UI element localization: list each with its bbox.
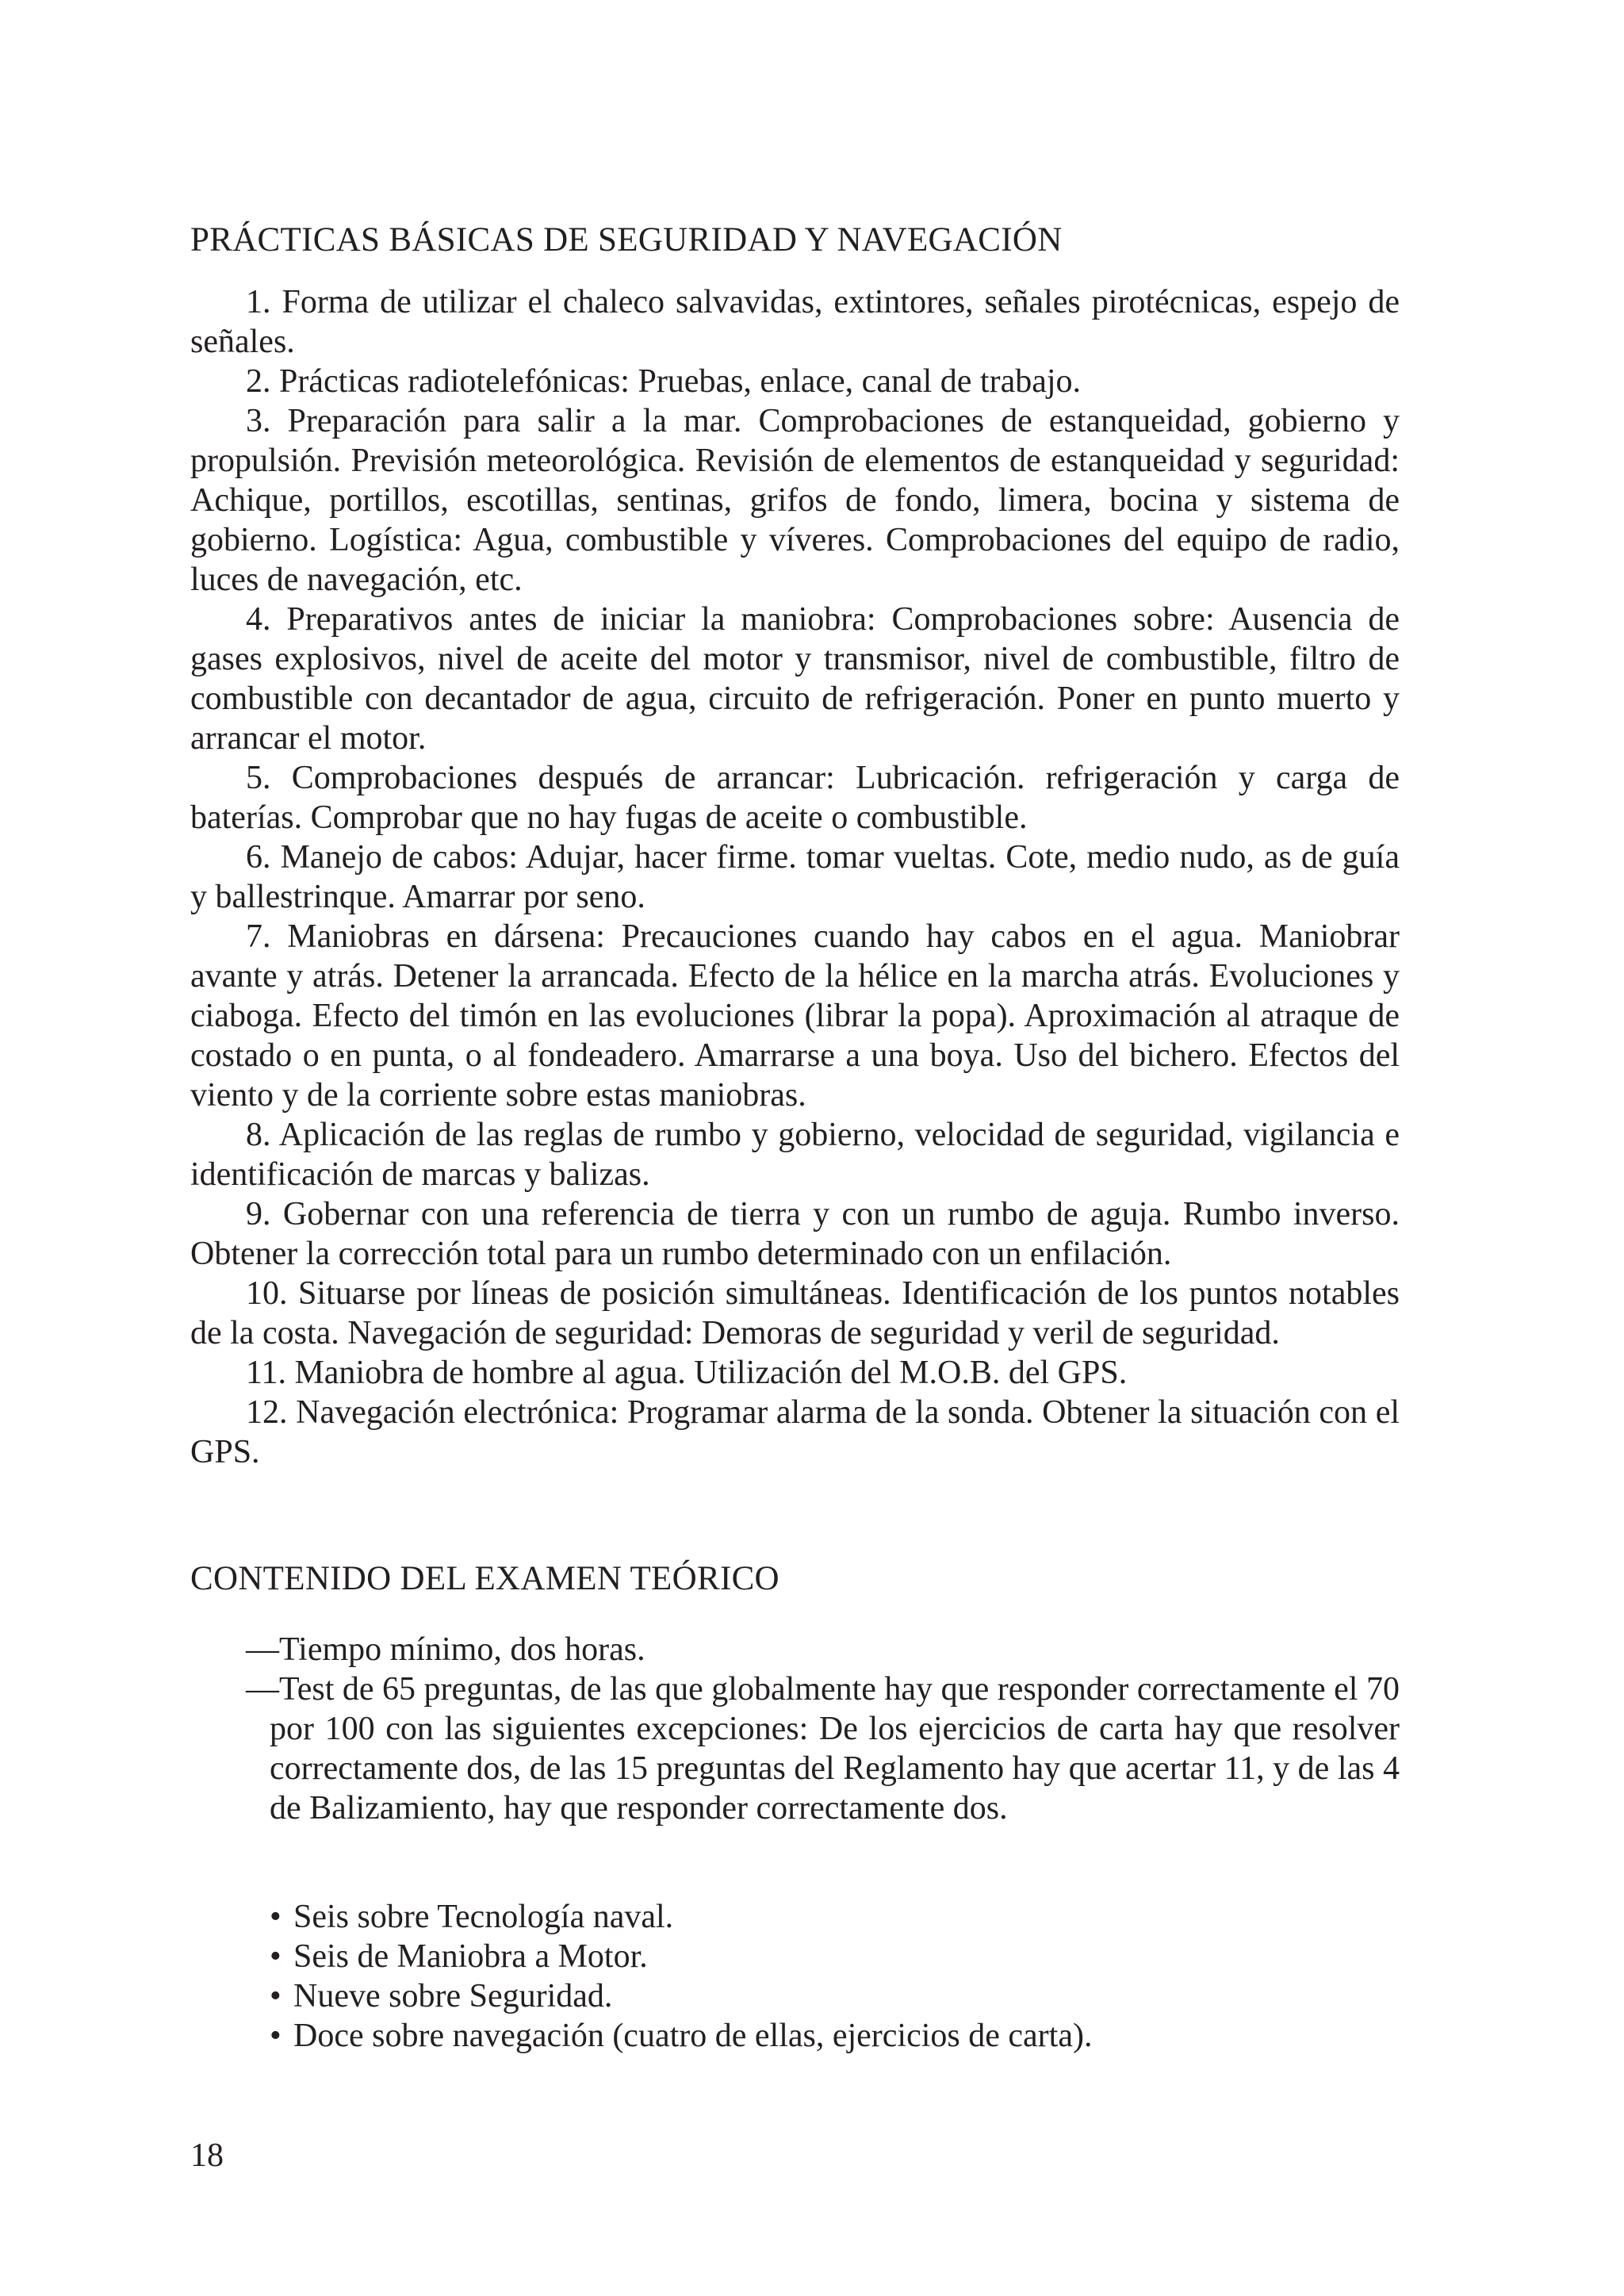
exam-details xyxy=(190,1630,1400,1828)
practices-list xyxy=(190,282,1400,1472)
exam-item-duration: —Tiempo mínimo, dos horas. xyxy=(246,1631,645,1668)
practice-item-2: 2. Prácticas radiotelefónicas: Pruebas, enlace, canal de trabajo. xyxy=(246,363,1082,400)
practice-item-5: 5. Comprobaciones después de arrancar: Lubricación. refrigeración y carga de baterías. Comprobar que no hay fugas de aceite o combustible. xyxy=(190,760,1400,836)
practice-item-9: 9. Gobernar con una referencia de tierra y con un rumbo de aguja. Rumbo inverso. Obtener la corrección total para un rumbo determinado con un enfilación. xyxy=(190,1196,1400,1272)
document-page xyxy=(190,0,1400,2296)
practice-item-4: 4. Preparativos antes de iniciar la maniobra: Comprobaciones sobre: Ausencia de gases explosivos, nivel de aceite del motor y transmisor, nivel de combustible, filtro de combustible con decantador de agua, circuito de refrigeración. Poner en punto muerto y arrancar el motor. xyxy=(190,601,1400,757)
section-title-exam: CONTENIDO DEL EXAMEN TEÓRICO xyxy=(190,1560,779,1597)
list-item: • Doce sobre navegación (cuatro de ellas, ejercicios de carta). xyxy=(270,2016,1400,2056)
practice-item-8: 8. Aplicación de las reglas de rumbo y gobierno, velocidad de seguridad, vigilancia e identificación de marcas y balizas. xyxy=(190,1117,1400,1193)
practice-item-10: 10. Situarse por líneas de posición simultáneas. Identificación de los puntos notables de la costa. Navegación de seguridad: Demoras de seguridad y veril de seguridad. xyxy=(190,1275,1400,1351)
list-item: • Seis sobre Tecnología naval. xyxy=(270,1897,1400,1937)
section-title-practices: PRÁCTICAS BÁSICAS DE SEGURIDAD Y NAVEGACIÓN xyxy=(190,221,1063,259)
practice-item-7: 7. Maniobras en dársena: Precauciones cuando hay cabos en el agua. Maniobrar avante y atrás. Detener la arrancada. Efecto de la hélice en la marcha atrás. Evoluciones y ciaboga. Efecto del timón en las evoluciones (librar la popa). Aproximación al atraque de costado o en punta, o al fondeadero. Amarrarse a una boya. Uso del bichero. Efectos del viento y de la corriente sobre estas maniobras. xyxy=(190,918,1400,1114)
exam-item-test: —Test de 65 preguntas, de las que globalmente hay que responder correctamente el 70 por 100 con las siguientes excepciones: De los ejercicios de carta hay que resolver correctamente dos, de las 15 preguntas del Reglamento hay que acertar 11, y de las 4 de Balizamiento, hay que responder correctamente dos. xyxy=(246,1671,1400,1826)
practice-item-12: 12. Navegación electrónica: Programar alarma de la sonda. Obtener la situación con el GPS. xyxy=(190,1394,1400,1470)
practice-item-3: 3. Preparación para salir a la mar. Comprobaciones de estanqueidad, gobierno y propulsión. Previsión meteorológica. Revisión de elementos de estanqueidad y seguridad: Achique, portillos, escotillas, sentinas, grifos de fondo, limera, bocina y sistema de gobierno. Logística: Agua, combustible y víveres. Comprobaciones del equipo de radio, luces de navegación, etc. xyxy=(190,403,1400,598)
list-item: • Nueve sobre Seguridad. xyxy=(270,1976,1400,2016)
page-number: 18 xyxy=(190,2137,224,2174)
practice-item-11: 11. Maniobra de hombre al agua. Utilización del M.O.B. del GPS. xyxy=(246,1355,1128,1391)
practice-item-1: 1. Forma de utilizar el chaleco salvavidas, extintores, señales pirotécnicas, espejo de señales. xyxy=(190,284,1400,360)
list-item: • Seis de Maniobra a Motor. xyxy=(270,1937,1400,1976)
practice-item-6: 6. Manejo de cabos: Adujar, hacer firme. tomar vueltas. Cote, medio nudo, as de guía y ballestrinque. Amarrar por seno. xyxy=(190,839,1400,915)
exam-question-breakdown xyxy=(190,1897,1400,2056)
